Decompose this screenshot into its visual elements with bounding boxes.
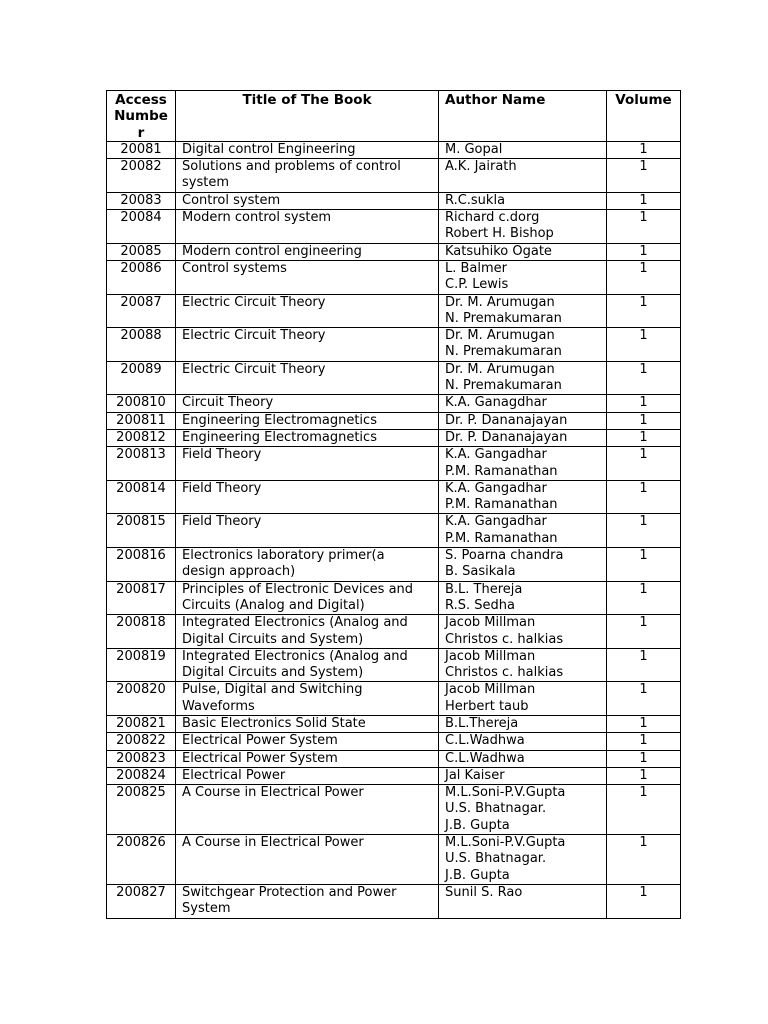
access-number-cell: 200818: [107, 615, 176, 649]
book-title-cell: [176, 210, 439, 244]
book-title-line: Integrated Electronics (Analog and: [182, 615, 408, 631]
access-number-cell: 200810: [107, 395, 176, 412]
book-title-line: Field Theory: [182, 480, 262, 496]
header-row: [107, 91, 681, 142]
book-title-line: Electrical Power System: [182, 750, 338, 766]
book-title-cell: [176, 412, 439, 429]
book-title-line: Digital Circuits and System): [182, 665, 364, 681]
book-title-cell: [176, 429, 439, 446]
volume-cell: 1: [607, 682, 681, 716]
volume-cell: 1: [607, 447, 681, 481]
table-row: [107, 294, 681, 328]
author-name-line: N. Premakumaran: [445, 378, 562, 394]
author-name-line: Sunil S. Rao: [445, 884, 523, 900]
access-number-cell: 20089: [107, 361, 176, 395]
book-title-cell: [176, 328, 439, 362]
book-title-cell: [176, 767, 439, 784]
book-title-cell: [176, 715, 439, 732]
author-name-line: B.L.Thereja: [445, 715, 519, 731]
header-title: Title of The Book: [176, 91, 439, 142]
table-row: [107, 767, 681, 784]
author-name-cell: [439, 733, 607, 750]
book-title-line: Pulse, Digital and Switching: [182, 682, 363, 698]
access-number-cell: 200815: [107, 514, 176, 548]
author-name-cell: [439, 682, 607, 716]
book-title-line: Electric Circuit Theory: [182, 328, 326, 344]
book-title-cell: [176, 733, 439, 750]
author-name-line: Christos c. halkias: [445, 665, 564, 681]
book-title-line: Electrical Power: [182, 767, 286, 783]
book-title-line: Waveforms: [182, 698, 255, 714]
access-number-cell: 200822: [107, 733, 176, 750]
author-name-cell: [439, 210, 607, 244]
access-number-cell: 200825: [107, 785, 176, 835]
author-name-line: Dr. M. Arumugan: [445, 328, 555, 344]
author-name-line: K.A. Gangadhar: [445, 480, 547, 496]
access-number-cell: 20084: [107, 210, 176, 244]
table-row: [107, 835, 681, 885]
volume-cell: 1: [607, 210, 681, 244]
author-name-cell: [439, 159, 607, 193]
access-number-cell: 200819: [107, 648, 176, 682]
access-number-cell: 20085: [107, 243, 176, 260]
volume-cell: 1: [607, 480, 681, 514]
book-title-line: design approach): [182, 564, 296, 580]
volume-cell: 1: [607, 141, 681, 158]
book-title-line: Basic Electronics Solid State: [182, 715, 366, 731]
table-row: [107, 159, 681, 193]
author-name-cell: [439, 835, 607, 885]
book-title-line: Field Theory: [182, 447, 262, 463]
author-name-cell: [439, 480, 607, 514]
table-row: [107, 395, 681, 412]
author-name-line: K.A. Gangadhar: [445, 447, 547, 463]
author-name-line: Dr. M. Arumugan: [445, 294, 555, 310]
author-name-cell: [439, 767, 607, 784]
author-name-line: Jal Kaiser: [445, 767, 505, 783]
book-title-cell: [176, 514, 439, 548]
author-name-line: K.A. Ganagdhar: [445, 395, 547, 411]
access-number-cell: 200816: [107, 548, 176, 582]
book-title-cell: [176, 395, 439, 412]
book-title-cell: [176, 581, 439, 615]
book-title-line: Electric Circuit Theory: [182, 361, 326, 377]
author-name-cell: [439, 715, 607, 732]
book-title-line: A Course in Electrical Power: [182, 785, 364, 801]
author-name-line: Jacob Millman: [445, 682, 536, 698]
book-title-cell: [176, 648, 439, 682]
author-name-line: Herbert taub: [445, 698, 529, 714]
author-name-line: L. Balmer: [445, 260, 508, 276]
access-number-cell: 200824: [107, 767, 176, 784]
author-name-line: B. Sasikala: [445, 564, 516, 580]
book-title-cell: [176, 835, 439, 885]
author-name-line: J.B. Gupta: [445, 817, 510, 833]
book-title-line: Control systems: [182, 260, 287, 276]
volume-cell: 1: [607, 750, 681, 767]
book-title-cell: [176, 785, 439, 835]
author-name-line: B.L. Thereja: [445, 581, 523, 597]
author-name-line: A.K. Jairath: [445, 159, 517, 175]
book-title-line: Solutions and problems of control: [182, 159, 401, 175]
table-row: [107, 715, 681, 732]
header-author: Author Name: [439, 91, 607, 142]
author-name-line: Dr. P. Dananajayan: [445, 412, 568, 428]
volume-cell: 1: [607, 715, 681, 732]
volume-cell: 1: [607, 785, 681, 835]
author-name-line: M. Gopal: [445, 141, 503, 157]
volume-cell: 1: [607, 514, 681, 548]
table-row: [107, 682, 681, 716]
author-name-line: Dr. M. Arumugan: [445, 361, 555, 377]
author-name-cell: [439, 750, 607, 767]
volume-cell: 1: [607, 192, 681, 209]
table-row: [107, 361, 681, 395]
access-number-cell: 200812: [107, 429, 176, 446]
author-name-line: P.M. Ramanathan: [445, 497, 558, 513]
books-table: [106, 90, 681, 919]
author-name-line: P.M. Ramanathan: [445, 463, 558, 479]
volume-cell: 1: [607, 260, 681, 294]
table-body: [107, 141, 681, 918]
author-name-cell: [439, 581, 607, 615]
book-title-line: Circuits (Analog and Digital): [182, 597, 365, 613]
table-row: [107, 581, 681, 615]
table-row: [107, 615, 681, 649]
volume-cell: 1: [607, 429, 681, 446]
book-title-line: Electrical Power System: [182, 733, 338, 749]
access-number-cell: 200827: [107, 884, 176, 918]
table-row: [107, 328, 681, 362]
table-row: [107, 447, 681, 481]
author-name-line: J.B. Gupta: [445, 867, 510, 883]
book-title-line: Field Theory: [182, 514, 262, 530]
volume-cell: 1: [607, 361, 681, 395]
author-name-cell: [439, 412, 607, 429]
book-title-cell: [176, 548, 439, 582]
book-title-line: System: [182, 901, 231, 917]
book-title-line: Engineering Electromagnetics: [182, 412, 377, 428]
author-name-cell: [439, 361, 607, 395]
book-title-line: Principles of Electronic Devices and: [182, 581, 414, 597]
table-row: [107, 733, 681, 750]
volume-cell: 1: [607, 581, 681, 615]
author-name-cell: [439, 648, 607, 682]
author-name-line: S. Poarna chandra: [445, 548, 564, 564]
author-name-line: Richard c.dorg: [445, 210, 540, 226]
access-number-cell: 200811: [107, 412, 176, 429]
author-name-cell: [439, 141, 607, 158]
volume-cell: 1: [607, 243, 681, 260]
author-name-cell: [439, 260, 607, 294]
table-row: [107, 412, 681, 429]
access-number-cell: 200826: [107, 835, 176, 885]
book-title-cell: [176, 447, 439, 481]
author-name-cell: [439, 548, 607, 582]
access-number-cell: 20088: [107, 328, 176, 362]
access-number-cell: 200823: [107, 750, 176, 767]
access-number-cell: 200820: [107, 682, 176, 716]
volume-cell: 1: [607, 767, 681, 784]
volume-cell: 1: [607, 395, 681, 412]
author-name-line: C.L.Wadhwa: [445, 733, 525, 749]
header-volume: Volume: [607, 91, 681, 142]
author-name-line: N. Premakumaran: [445, 310, 562, 326]
author-name-line: Katsuhiko Ogate: [445, 243, 552, 259]
header-access-number: Access Number: [107, 91, 176, 142]
access-number-cell: 20081: [107, 141, 176, 158]
author-name-cell: [439, 294, 607, 328]
book-title-cell: [176, 480, 439, 514]
book-title-cell: [176, 260, 439, 294]
table-row: [107, 192, 681, 209]
book-title-line: Modern control engineering: [182, 243, 362, 259]
volume-cell: 1: [607, 884, 681, 918]
author-name-cell: [439, 615, 607, 649]
access-number-cell: 20082: [107, 159, 176, 193]
table-row: [107, 548, 681, 582]
book-title-cell: [176, 294, 439, 328]
access-number-cell: 20086: [107, 260, 176, 294]
volume-cell: 1: [607, 835, 681, 885]
table-row: [107, 260, 681, 294]
author-name-cell: [439, 447, 607, 481]
access-number-cell: 20083: [107, 192, 176, 209]
author-name-cell: [439, 514, 607, 548]
author-name-cell: [439, 328, 607, 362]
volume-cell: 1: [607, 294, 681, 328]
author-name-cell: [439, 192, 607, 209]
table-row: [107, 480, 681, 514]
author-name-line: K.A. Gangadhar: [445, 514, 547, 530]
author-name-line: C.L.Wadhwa: [445, 750, 525, 766]
author-name-line: C.P. Lewis: [445, 277, 509, 293]
book-title-cell: [176, 361, 439, 395]
access-number-cell: 200814: [107, 480, 176, 514]
volume-cell: 1: [607, 412, 681, 429]
book-title-cell: [176, 615, 439, 649]
access-number-cell: 200813: [107, 447, 176, 481]
book-title-line: Digital control Engineering: [182, 141, 356, 157]
author-name-line: M.L.Soni-P.V.Gupta: [445, 785, 566, 801]
table-row: [107, 243, 681, 260]
book-title-line: Integrated Electronics (Analog and: [182, 648, 408, 664]
author-name-cell: [439, 884, 607, 918]
book-title-cell: [176, 141, 439, 158]
author-name-cell: [439, 429, 607, 446]
book-title-line: Electronics laboratory primer(a: [182, 548, 385, 564]
book-title-line: Circuit Theory: [182, 395, 274, 411]
book-title-line: Electric Circuit Theory: [182, 294, 326, 310]
author-name-line: Christos c. halkias: [445, 631, 564, 647]
book-title-cell: [176, 159, 439, 193]
table-row: [107, 785, 681, 835]
table-row: [107, 884, 681, 918]
author-name-line: U.S. Bhatnagar.: [445, 801, 547, 817]
author-name-line: P.M. Ramanathan: [445, 530, 558, 546]
author-name-line: R.S. Sedha: [445, 597, 515, 613]
author-name-line: Robert H. Bishop: [445, 226, 554, 242]
author-name-line: Jacob Millman: [445, 615, 536, 631]
table-row: [107, 429, 681, 446]
volume-cell: 1: [607, 733, 681, 750]
access-number-cell: 200817: [107, 581, 176, 615]
volume-cell: 1: [607, 615, 681, 649]
book-title-cell: [176, 750, 439, 767]
book-title-cell: [176, 682, 439, 716]
book-title-line: Modern control system: [182, 210, 332, 226]
book-title-line: A Course in Electrical Power: [182, 835, 364, 851]
author-name-line: N. Premakumaran: [445, 344, 562, 360]
author-name-line: R.C.sukla: [445, 192, 506, 208]
book-title-line: Engineering Electromagnetics: [182, 429, 377, 445]
volume-cell: 1: [607, 548, 681, 582]
book-title-line: Switchgear Protection and Power: [182, 884, 397, 900]
author-name-cell: [439, 395, 607, 412]
author-name-line: U.S. Bhatnagar.: [445, 851, 547, 867]
book-title-line: system: [182, 175, 229, 191]
book-title-cell: [176, 192, 439, 209]
access-number-cell: 200821: [107, 715, 176, 732]
table-row: [107, 141, 681, 158]
volume-cell: 1: [607, 648, 681, 682]
book-title-cell: [176, 243, 439, 260]
author-name-line: M.L.Soni-P.V.Gupta: [445, 835, 566, 851]
volume-cell: 1: [607, 159, 681, 193]
author-name-line: Dr. P. Dananajayan: [445, 429, 568, 445]
author-name-cell: [439, 785, 607, 835]
volume-cell: 1: [607, 328, 681, 362]
table-row: [107, 750, 681, 767]
table-row: [107, 210, 681, 244]
access-number-cell: 20087: [107, 294, 176, 328]
author-name-cell: [439, 243, 607, 260]
book-title-line: Control system: [182, 192, 281, 208]
book-title-line: Digital Circuits and System): [182, 631, 364, 647]
table-row: [107, 648, 681, 682]
book-title-cell: [176, 884, 439, 918]
table-row: [107, 514, 681, 548]
author-name-line: Jacob Millman: [445, 648, 536, 664]
